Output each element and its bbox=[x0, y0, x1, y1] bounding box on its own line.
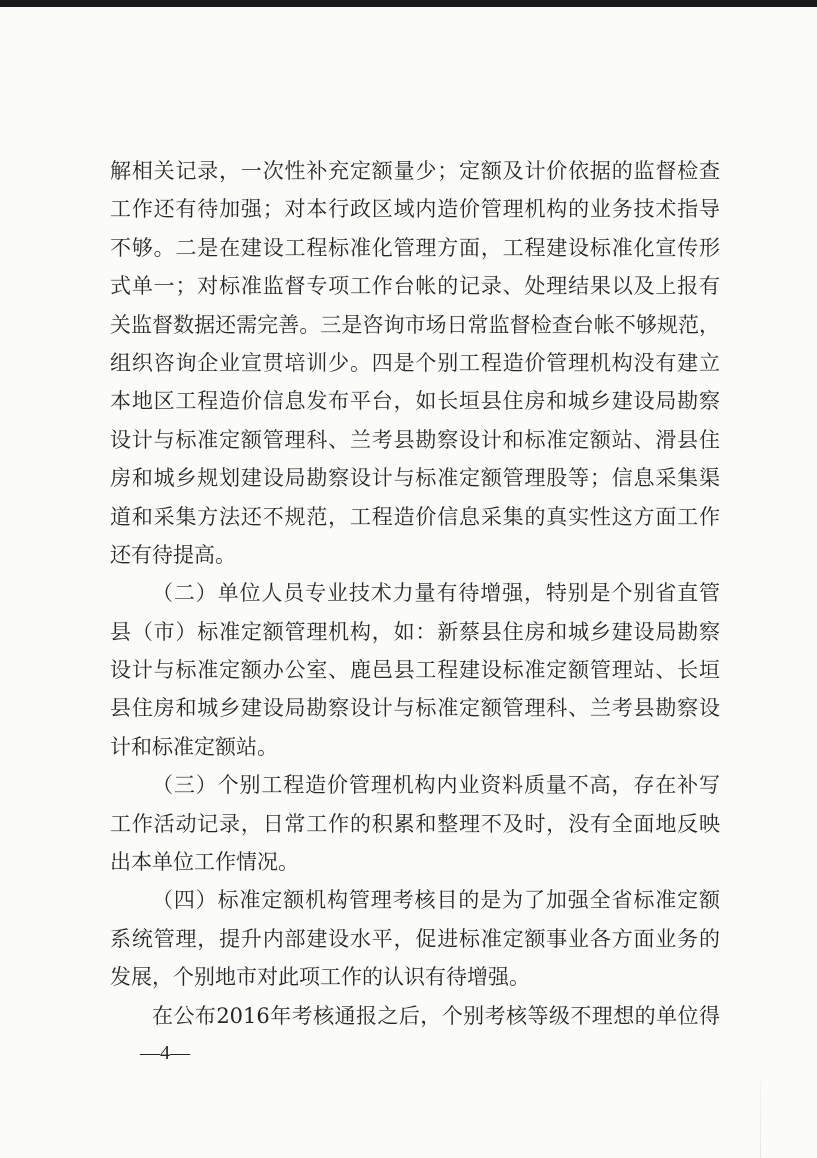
text-line: 房和城乡规划建设局勘察设计与标准定额管理股等；信息采集渠 bbox=[110, 466, 720, 491]
text-line: 工作还有待加强；对本行政区域内造价管理机构的业务技术指导 bbox=[110, 197, 720, 222]
text-line: 式单一；对标准监督专项工作台帐的记录、处理结果以及上报有 bbox=[110, 274, 720, 299]
scan-edge bbox=[0, 0, 817, 7]
text-line: 本地区工程造价信息发布平台，如长垣县住房和城乡建设局勘察 bbox=[110, 389, 720, 414]
text-line: 关监督数据还需完善。三是咨询市场日常监督检查台帐不够规范， bbox=[110, 312, 720, 337]
text-line: 出本单位工作情况。 bbox=[110, 850, 299, 875]
text-line: 发展，个别地市对此项工作的认识有待增强。 bbox=[110, 965, 530, 990]
text-line: 系统管理，提升内部建设水平，促进标准定额事业各方面业务的 bbox=[110, 926, 720, 951]
paper-crease bbox=[760, 1080, 761, 1158]
text-line: 还有待提高。 bbox=[110, 542, 236, 567]
text-line: 道和采集方法还不规范，工程造价信息采集的真实性这方面工作 bbox=[110, 504, 720, 529]
text-line: 设计与标准定额办公室、鹿邑县工程建设标准定额管理站、长垣 bbox=[110, 658, 720, 683]
text-line: 设计与标准定额管理科、兰考县勘察设计和标准定额站、滑县住 bbox=[110, 427, 720, 452]
text-line: （二）单位人员专业技术力量有待增强，特别是个别省直管 bbox=[152, 581, 720, 606]
text-line: 在公布2016年考核通报之后，个别考核等级不理想的单位得 bbox=[152, 1003, 720, 1028]
text-line: 计和标准定额站。 bbox=[110, 734, 278, 759]
text-line: 不够。二是在建设工程标准化管理方面，工程建设标准化宣传形 bbox=[110, 235, 720, 260]
text-line: 解相关记录，一次性补充定额量少；定额及计价依据的监督检查 bbox=[110, 159, 720, 183]
page-number: —4— bbox=[140, 1042, 190, 1064]
text-line: 工作活动记录，日常工作的积累和整理不及时，没有全面地反映 bbox=[110, 811, 720, 836]
text-line: 县住房和城乡建设局勘察设计与标准定额管理科、兰考县勘察设 bbox=[110, 696, 720, 721]
text-line: 县（市）标准定额管理机构，如：新蔡县住房和城乡建设局勘察 bbox=[110, 619, 720, 644]
body-text bbox=[110, 152, 720, 1035]
text-line: 组织咨询企业宣贯培训少。四是个别工程造价管理机构没有建立 bbox=[110, 350, 720, 375]
text-line: （四）标准定额机构管理考核目的是为了加强全省标准定额 bbox=[152, 888, 720, 913]
text-line: （三）个别工程造价管理机构内业资料质量不高，存在补写 bbox=[152, 773, 720, 798]
